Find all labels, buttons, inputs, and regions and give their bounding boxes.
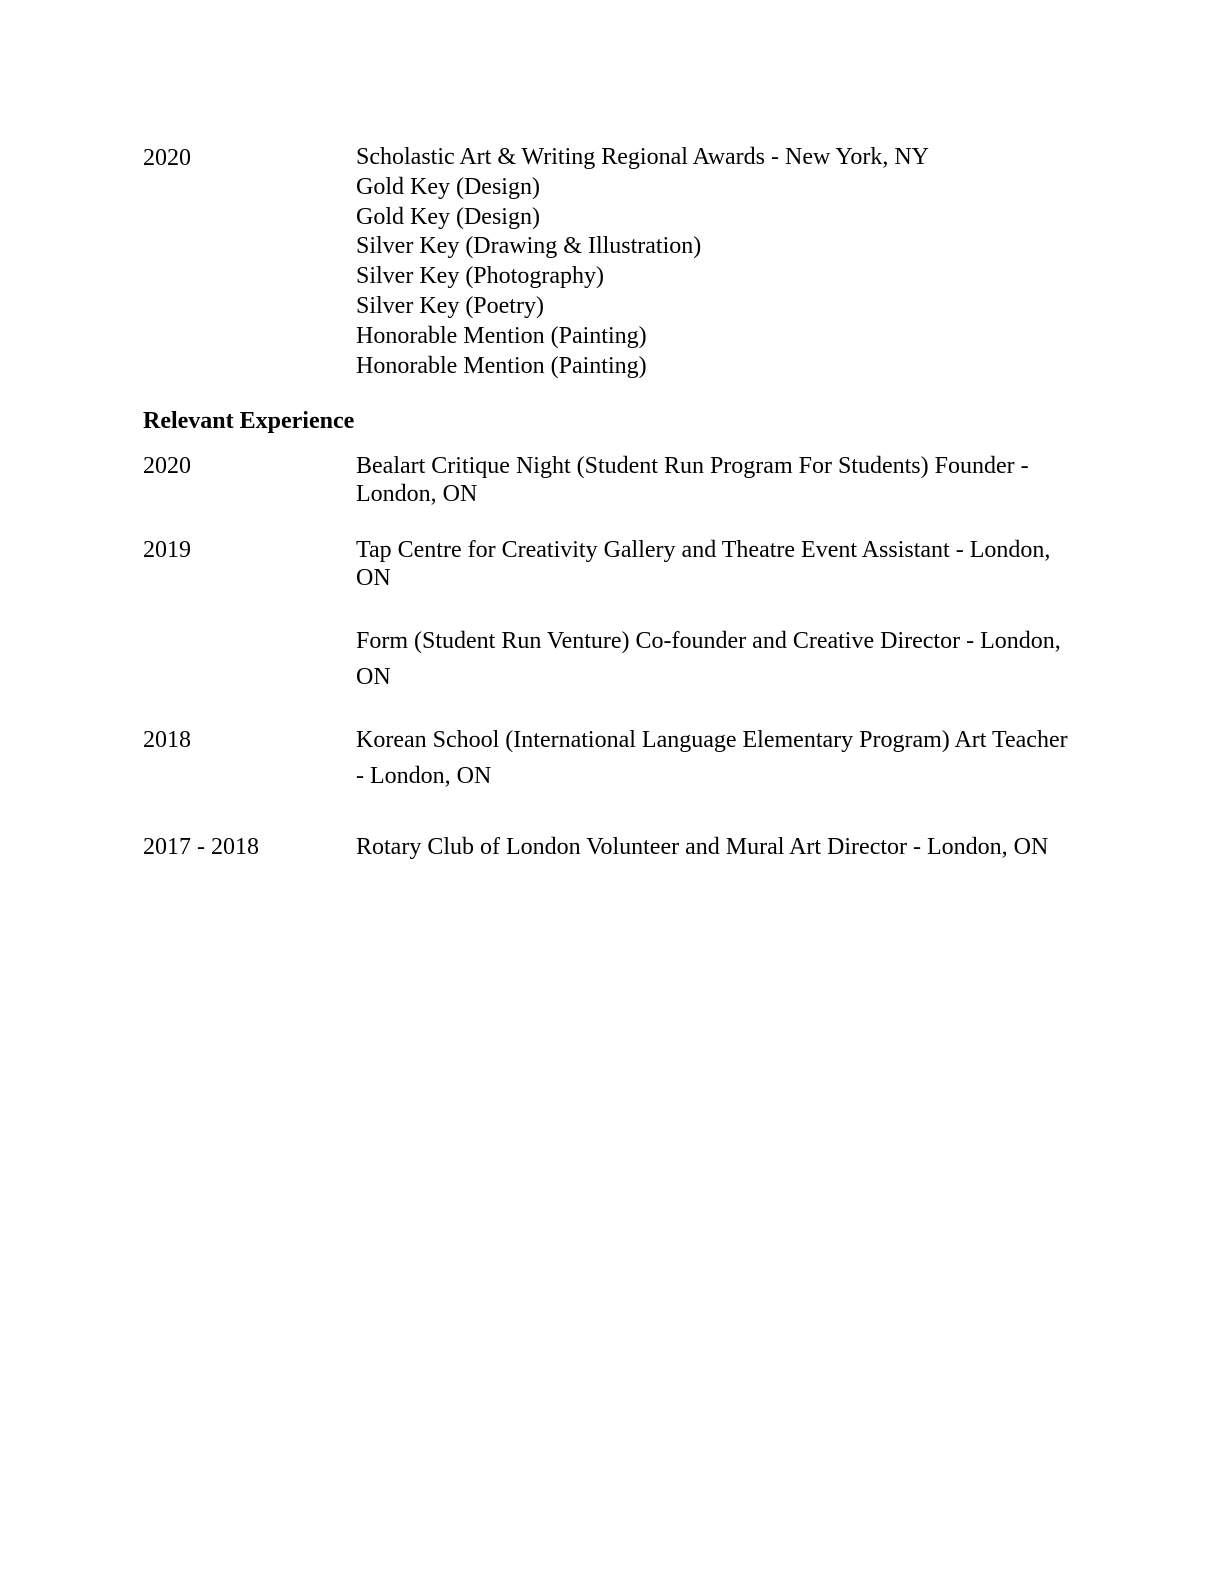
award-item: Honorable Mention (Painting) [356, 322, 647, 349]
experience-year: 2020 [143, 453, 191, 479]
award-item: Gold Key (Design) [356, 173, 540, 200]
experience-entry: Korean School (International Language Elementary Program) Art Teacher - London, ON [356, 727, 1068, 789]
award-item: Silver Key (Drawing & Illustration) [356, 233, 702, 260]
experience-year: 2017 - 2018 [143, 834, 259, 860]
experience-entry: Tap Centre for Creativity Gallery and Theatre Event Assistant - London, ON [356, 537, 1051, 591]
award-item: Gold Key (Design) [356, 203, 540, 230]
experience-entry: Rotary Club of London Volunteer and Mural Art Director - London, ON [356, 834, 1049, 860]
award-item: Silver Key (Photography) [356, 263, 604, 290]
section-heading-experience: Relevant Experience [143, 408, 355, 434]
experience-entry: Bealart Critique Night (Student Run Program For Students) Founder - London, ON [356, 453, 1029, 507]
experience-year: 2018 [143, 727, 191, 753]
awards-title: Scholastic Art & Writing Regional Awards - New York, NY [356, 144, 930, 170]
award-item: Honorable Mention (Painting) [356, 352, 647, 379]
award-item: Silver Key (Poetry) [356, 292, 544, 319]
experience-entry: Form (Student Run Venture) Co-founder and Creative Director - London, ON [356, 628, 1061, 690]
awards-year: 2020 [143, 145, 191, 171]
experience-year: 2019 [143, 537, 191, 563]
awards-list [356, 143, 1076, 381]
